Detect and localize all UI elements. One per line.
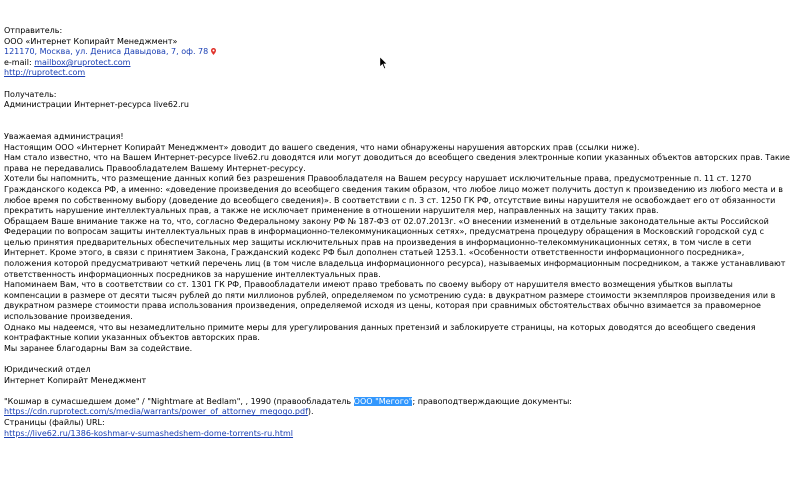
body-paragraph-6: Однако мы надеемся, что вы незамедлительно примите меры для урегулирования данных претензий и заблокируете страницы, на которых доводятся до всеобщего сведения контрафактные копии указанных объектов авторских прав.: [4, 322, 756, 343]
sender-label: Отправитель:: [4, 26, 63, 35]
sender-email-label: e-mail:: [4, 57, 35, 67]
sender-company: ООО «Интернет Копирайт Менеджмент»: [4, 36, 178, 46]
mouse-cursor-icon: [379, 56, 388, 70]
work-title: "Кошмар в сумасшедшем доме" / "Nightmare at Bedlam", , 1990 (правообладатель: [4, 396, 354, 406]
body-paragraph-1: Настоящим ООО «Интернет Копирайт Менеджмент» доводит до вашего сведения, что нами обнаружены нарушения авторских прав (ссылки ниже).: [4, 142, 640, 152]
body-paragraph-3: Хотели бы напомнить, что размещение данных копий без разрешения Правообладателя на Вашем ресурсу нарушает исключительные права, предусмотренные п. 11 ст. 1270 Гражданского кодекса РФ, а именно: «доведение произведения до всеобщего сведения таким образом, что любое лицо может получить доступ к произведению из любого места и в любое время по собственному выбору (доведение до всеобщего сведения)». В соответствии с п. 3 ст. 1250 ГК РФ, отсутствие вины нарушителя не освобождает его от обязанности прекратить нарушение интеллектуальных прав, а также не исключает применение в отношении нарушителя мер, направленных на защиту таких прав.: [4, 174, 783, 216]
body-paragraph-4: Обращаем Ваше внимание также на то, что, согласно Федеральному закону РФ № 187-ФЗ от 02.07.2013г. «О внесении изменений в отдельные законодательные акты Российской Федерации по вопросам защиты интеллектуальных прав в информационно-телекоммуникационных сетях», предусматрена процедуру обращения в Московский городской суд с целью принятия предварительных обеспечительных мер защиты исключительных прав на произведения в информационно-телекоммуникационных сетях, в том числе в сети Интернет. Кроме этого, в связи с принятием Закона, Гражданский кодекс РФ был дополнен статьей 1253.1. «Особенности ответственности информационного посредника», положения которой предусматривают четкий перечень лиц (в том числе владельца информационного ресурса), называемых информационным посредником, а также устанавливают ответственность информационных посредников за нарушение интеллектуальных прав.: [4, 216, 786, 279]
docs-url-line: [4, 407, 790, 418]
letter-document: [4, 26, 790, 439]
spacer: [4, 79, 790, 90]
page-url-line: [4, 429, 790, 440]
signature-department: Юридический отдел: [4, 365, 91, 374]
body-paragraph-7: Мы заранее благодарны Вам за содействие.: [4, 343, 193, 353]
spacer: [4, 121, 790, 132]
sender-address-text: 121170, Москва, ул. Дениса Давыдова, 7, оф. 78: [4, 47, 209, 57]
map-pin-icon: [211, 48, 216, 55]
sender-website-link[interactable]: http://ruprotect.com: [4, 68, 86, 78]
sender-website-line: [4, 68, 790, 79]
spacer: [4, 111, 790, 122]
recipient-label: Получатель:: [4, 89, 57, 99]
spacer: [4, 354, 790, 365]
sender-address: [4, 47, 790, 58]
sender-email-link[interactable]: mailbox@ruprotect.com: [34, 57, 131, 67]
rightsholder-selected[interactable]: ООО "Мегого": [353, 396, 413, 406]
spacer: [4, 386, 790, 397]
body-paragraph-2: Нам стало известно, что на Вашем Интернет-ресурсе live62.ru доводятся или могут доводиться до всеобщего сведения электронные копии указанных объектов авторских прав. Такие права не передавались Правообладателем Вашему Интернет-ресурсу.: [4, 153, 790, 173]
sender-email-line: [4, 58, 790, 69]
work-title-line: [4, 397, 790, 408]
infringing-page-link[interactable]: https://live62.ru/1386-koshmar-v-sumashedshem-dome-torrents-ru.html: [4, 428, 294, 438]
power-of-attorney-link[interactable]: https://cdn.ruprotect.com/s/media/warrants/power_of_attorney_megogo.pdf: [4, 407, 308, 417]
recipient-name: Администрации Интернет-ресурса live62.ru: [4, 100, 189, 110]
docs-label: ; правоподтверждающие документы:: [412, 396, 572, 406]
signature-company: Интернет Копирайт Менеджмент: [4, 375, 147, 385]
pages-label: Страницы (файлы) URL:: [4, 417, 105, 427]
greeting: Уважаемая администрация!: [4, 131, 124, 141]
docs-close: ).: [307, 407, 314, 417]
body-paragraph-5: Напоминаем Вам, что в соответствии со ст. 1301 ГК РФ, Правообладатели имеют право требовать по своему выбору от нарушителя вместо возмещения убытков выплаты компенсации в размере от десяти тысяч рублей до пяти миллионов рублей, определяемом по усмотрению суда: в двукратном размере стоимости экземпляров произведения или в двукратном размере стоимости права использования произведения, определяемой исходя из цены, которая при сравнимых обстоятельствах обычно взимается за правомерное использование произведения.: [4, 280, 776, 322]
